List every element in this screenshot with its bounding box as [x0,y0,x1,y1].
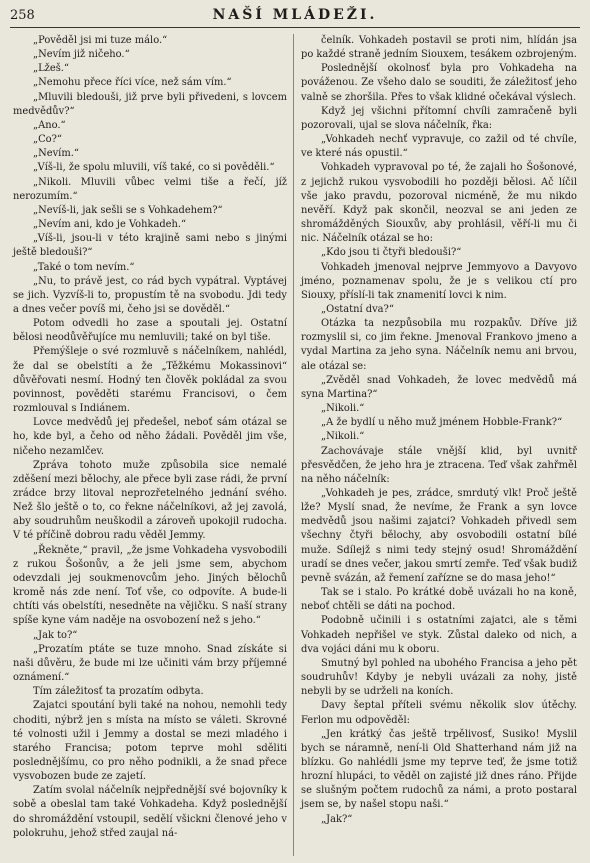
paragraph: Davy šeptal příteli svému několik slov útěchy. Ferlon mu odpověděl: [301,700,577,726]
paragraph: „Pověděl jsi mi tuze málo.“ [33,35,168,46]
paragraph: Lovce medvědů jej předešel, neboť sám otázal se ho, kde byl, a čeho od něho žádali. Pověděl jim vše, ničeho nezamlčev. [13,417,287,457]
paragraph: „Prozatím ptáte se tuze mnoho. Snad získáte si naši důvěru, že bude mi lze učiniti vám brzy příjemné oznámení.“ [13,643,287,684]
paragraph: „Nemohu přece říci více, než sám vím.“ [33,77,232,89]
paragraph: „Také o tom nevím.“ [33,261,135,273]
paragraph: Otázka ta nezpůsobila mu rozpakův. Dříve již rozmyslil si, co jim řekne. Jmenoval Frankovo jmeno a vydal Martina za jeho syna. Náčelník nemu ani brvou, ale otázal se: [301,318,577,372]
paragraph: Vohkadeh jmenoval nejprve Jemmyovo a Davyovo jméno, poznamenav spolu, že je s velikou ctí pro Siouxy, příslí-li tak znamenití lovci k nim. [301,261,577,301]
page-number: 258 [10,8,35,23]
paragraph: Zatím svolal náčelník nejpřednější své bojovníky k sobě a obeslal tam také Vohkadeha. Když poslednější do shromáždění vstoupil, sedělí všickni členové jeho v polokruhu, jehož střed zaujal ná- [13,785,287,839]
paragraph: „Jak?“ [321,813,353,825]
paragraph: „Vohkadeh je pes, zrádce, smrdutý vlk! Proč ještě lže? Myslí snad, že nevíme, že Frank a syn lovce medvědů jsou našimi zajatci? Vohkadeh přivedl sem všechny čtyři bělochy, aby osvobodili ostatní bílé muže. Sdílejž s nimi tedy stejný osud! Shromáždění uradí se dnes večer, jakou smrtí zemře. Teď však budiž pevně svázán, až řemení zařízne se do masa jeho!“ [301,488,577,584]
paragraph: „A že bydlí u něho muž jménem Hobble-Frank?“ [321,417,563,429]
paragraph: Přemýšleje o své rozmluvě s náčelníkem, nahlédl, že dal se obelstíti a že „Těžkému Mokassinovi“ důvěřovati nesmí. Hodný ten člověk pokládal za svou povinnost, pověděti starému Francisovi, o čem rozmlouval s Indiánem. [13,346,287,415]
paragraph: „Kdo jsou ti čtyři bledouši?“ [321,247,462,259]
paragraph: „Zvěděl snad Vohkadeh, že lovec medvědů má syna Martina?“ [301,374,577,400]
paragraph: Zachovávaje stále vnější klid, byl uvnitř přesvědčen, že jeho hra je ztracena. Teď však zahřměl na něho náčelník: [301,445,577,485]
paragraph: Tak se i stalo. Po krátké době uvázali ho na koně, neboť chtěli se dáti na pochod. [301,587,577,613]
page-header [0,0,590,30]
left-column [13,34,287,841]
paragraph: „Nevím.“ [33,148,79,160]
paragraph: Tím záležitosť ta prozatím odbyta. [33,686,204,698]
paragraph: „Co?“ [33,134,62,146]
paragraph: „Víš-li, jsou-li v této krajině sami nebo s jinými ještě bledouši?“ [13,233,287,259]
header-rule [10,27,580,28]
paragraph: „Ano.“ [33,119,66,131]
paragraph: „Lžeš.“ [33,63,69,75]
paragraph: „Vohkadeh nechť vypravuje, co zažil od té chvíle, ve které nás opustil.“ [301,134,577,160]
paragraph: „Řekněte,“ pravil, „že jsme Vohkadeha vysvobodili z rukou Šošonův, a že jeli jsme sem, abychom odevzdali jej soukmenovcům jeho. Jiných bělochů kromě nás zde není. Toť vše, co odpovíte. A bude-li chtíti vás obelstíti, nesedněte na vějičku. S naší strany spíše kyne vám naděje na osvobození než s jeho.“ [13,544,287,627]
paragraph: Zajatci spoutání byli také na nohou, nemohli tedy choditi, nýbrž jen s místa na místo se váleti. Skrovné té volnosti užil i Jemmy a dostal se mezi mladého i starého Francisa; potom teprve mohl sděliti poslednějšímu, co pro něho podnikli, a že snad přece vysvobozen bude ze zajetí. [13,700,287,783]
paragraph: Potom odvedli ho zase a spoutali jej. Ostatní bělosi neodůvěřujíce mu nemluvili; také on byl tiše. [13,318,287,344]
paragraph: Smutný byl pohled na ubohého Francisa a jeho pět soudruhův! Kdyby je nebyli uvázali za nohy, jistě nebyli by se udrželi na koních. [301,657,577,698]
column-divider [293,34,294,856]
running-title: NAŠÍ MLÁDEŽI. [212,7,378,23]
paragraph: „Mluvili bledouši, již prve byli přivedeni, s lovcem medvědův?“ [13,91,287,117]
paragraph: „Ostatní dva?“ [321,303,394,315]
paragraph: „Nikoli.“ [321,431,365,443]
right-column [301,34,577,827]
paragraph: Když jej všichni přítomní chvíli zamračeně byli pozorovali, ujal se slova náčelník, řka: [301,105,577,131]
paragraph: „Nikoli.“ [321,403,365,415]
paragraph: „Nikoli. Mluvili vůbec velmi tiše a řečí, jíž nerozumím.“ [13,176,287,202]
paragraph: „Jen krátký čas ještě trpělivosť, Susiko! Myslil bych se náramně, není-li Old Shatterhand nám již na blízku. Go nahlédli jsme my teprve teď, že jsme totiž hrozní hlupáci, to věděl on zajisté již dnes ráno. Přijde se slušným počtem rudochů za námi, a proto postaral jsem se, by našel stopu naši.“ [301,728,577,811]
paragraph: Podobně učinili i s ostatními zajatci, ale s těmi Vohkadeh nepřišel ve styk. Zůstal daleko od nich, a dva vojáci dáni mu k oboru. [301,615,577,655]
paragraph: „Nu, to právě jest, co rád bych vypátral. Vyptávej se jich. Vyzvíš-li to, propustím tě na svobodu. Jdi tedy a dnes večer povíš mi, čeho jsi se dověděl.“ [13,275,287,315]
paragraph: čelník. Vohkadeh postavil se proti nim, hlídán jsa po každé straně jedním Siouxem, tesákem ozbrojeným. [301,35,577,61]
paragraph: Zpráva tohoto muže způsobila sice nemalé zděšení mezi bělochy, ale přece byli zase rádi, že první zrádce brzy litoval neprozřetelného jednání svého. Než šlo ještě o to, co řekne náčelníkovi, až jej zavolá, aby soudruhům neuškodil a zároveň upokojil rudocha. V té příčině dobrou radu věděl Jemmy. [13,459,287,542]
paragraph: „Víš-li, že spolu mluvili, víš také, co si pověděli.“ [33,162,275,174]
paragraph: „Nevím ani, kdo je Vohkadeh.“ [33,219,187,231]
paragraph: Poslednější okolnosť byla pro Vohkadeha na pováženou. Ze všeho dalo se souditi, že záležitosť jeho valně se zhoršila. Přes to však klidné očekával výslech. [301,63,577,103]
paragraph: „Nevím již ničeho.“ [33,49,130,61]
paragraph: Vohkadeh vypravoval po té, že zajali ho Šošonové, z jejichž rukou vysvobodili ho později bělosi. Ač líčil vše jako pravdu, pozoroval nicméně, že mu nikdo nevěří. Když pak skončil, neozval se ani jeden ze shromážděných Siouxův, aby prohlásil, věří-li mu či nic. Náčelník otázal se ho: [301,162,577,245]
paragraph: „Jak to?“ [33,629,78,641]
paragraph: „Nevíš-li, jak sešli se s Vohkadehem?“ [33,204,223,216]
